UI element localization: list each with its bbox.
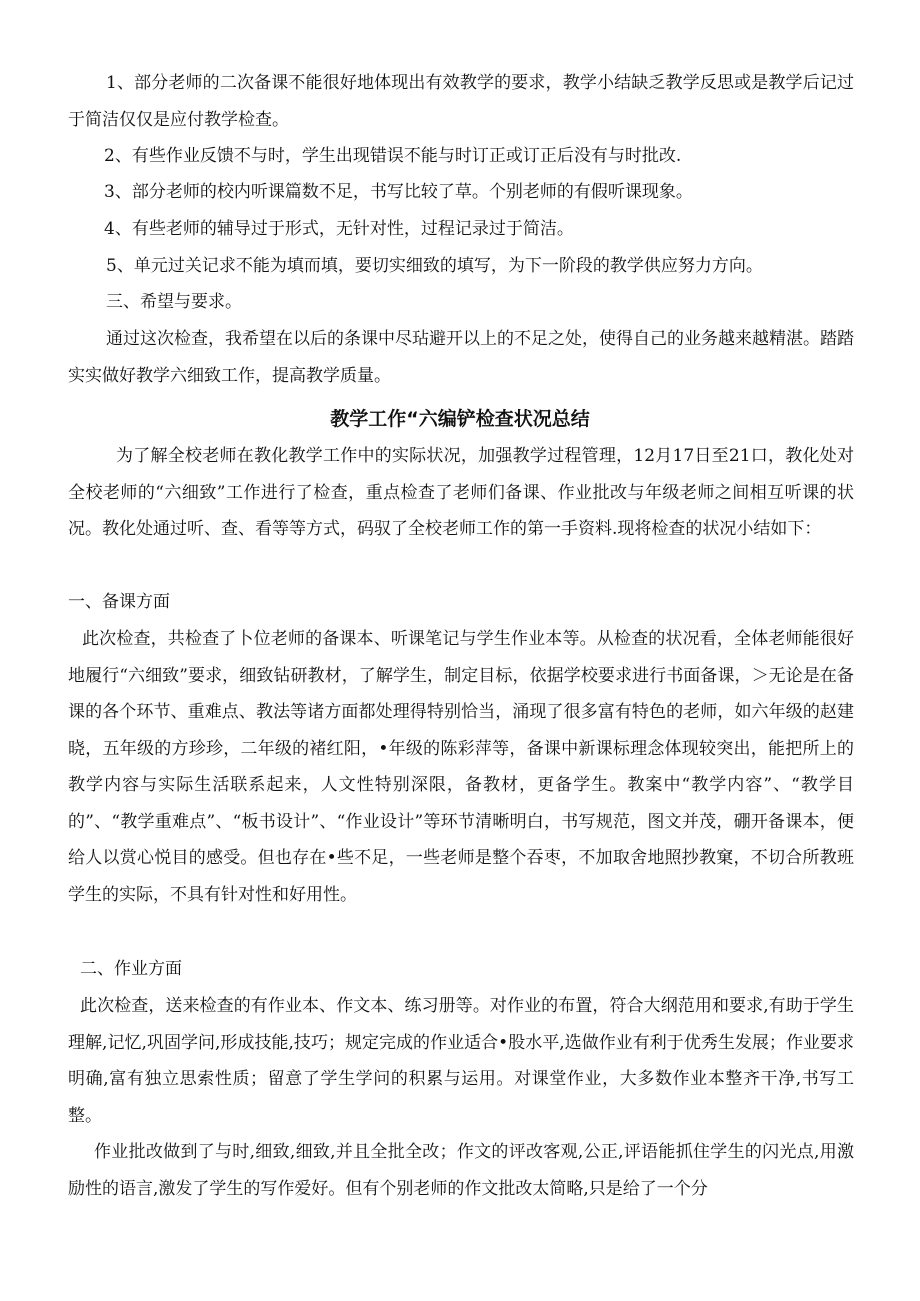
issue-item-3: 3、部分老师的校内听课篇数不足，书写比较了草。个别老师的有假听课现象。 bbox=[104, 182, 693, 202]
homework-grading-body: 作业批改做到了与时,细致,细致,并且全批全改；作文的评改客观,公正,评语能抓住学生的闪光点,用激励性的语言,激发了学生的写作爱好。但有个别老师的作文批改太简略,只是给了一个分 bbox=[68, 1142, 854, 1199]
issue-item-2: 2、有些作业反馈不与时，学生出现错误不能与时订正或订正后没有与时批改. bbox=[104, 146, 682, 166]
intro-paragraph: 为了解全校老师在教化教学工作中的实际状况，加强教学过程管理，12月17日至21口，教化处对全校老师的“六细致”工作进行了检查，重点检查了老师们备课、作业批改与年级老师之间相互听课的状况。教化处通过听、查、看等等方式，码驭了全校老师工作的第一手资料.现将检查的状况小结如下： bbox=[68, 446, 854, 539]
page-title: 教学工作“六编铲检查状况总结 bbox=[330, 408, 590, 430]
closing-paragraph: 通过这次检查，我希望在以后的条课中尽玷避开以上的不足之处，使得自己的业务越来越精湛。踏踏实实做好教学六细致工作，提高教学质量。 bbox=[68, 329, 854, 386]
section-heading-homework: 二、作业方面 bbox=[80, 959, 182, 979]
lesson-prep-body: 此次检查，共检查了卜位老师的备课本、听课笔记与学生作业本等。从检查的状况看，全体老师能很好地履行“六细致”要求，细致钻研教材，了解学生，制定目标，依据学校要求进行书面备课，＞无论是在备课的各个环节、重难点、教法等诸方面都处理得特别恰当，涌现了很多富有特色的老师，如六年级的赵建晓，五年级的方珍珍，二年级的褚红阳，•年级的陈彩萍等，备课中新课标理念体现较突出，能把所上的教学内容与实际生活联系起来，人文性特别深限，备教材，更备学生。教案中“教学内容”、“教学目的”、“教学重难点”、“板书设计”、“作业设计”等环节清晰明白，书写规范，图文并茂，硼开备课本，便给人以赏心悦目的感受。但也存在•些不足，一些老师是整个吞枣，不加取舍地照抄教窠，不切合所教班学生的实际，不具有针对性和好用性。 bbox=[68, 629, 854, 905]
issue-item-4: 4、有些老师的辅导过于形式，无针对性，过程记录过于简洁。 bbox=[104, 219, 574, 239]
issue-item-5: 5、单元过关记求不能为填而填，要切实细致的填写，为下一阶段的教学供应努力方向。 bbox=[106, 256, 763, 276]
issue-item-1: 1、部分老师的二次备课不能很好地体现出有效教学的要求，教学小结缺乏教学反思或是教学后记过于简洁仅仅是应付教学检查。 bbox=[68, 73, 854, 130]
section-heading-hopes: 三、希望与要求。 bbox=[106, 292, 242, 312]
homework-body: 此次检查，送来检查的有作业本、作文本、练习册等。对作业的布置，符合大纲范用和要求,有助于学生理解,记忆,巩固学问,形成技能,技巧；规定完成的作业适合•股水平,选做作业有利于优秀生发展；作业要求明确,富有独立思索性质；留意了学生学问的积累与运用。对课堂作业，大多数作业本整齐干净,书写工整。 bbox=[68, 996, 854, 1126]
section-heading-lesson-prep: 一、备课方面 bbox=[68, 592, 170, 612]
